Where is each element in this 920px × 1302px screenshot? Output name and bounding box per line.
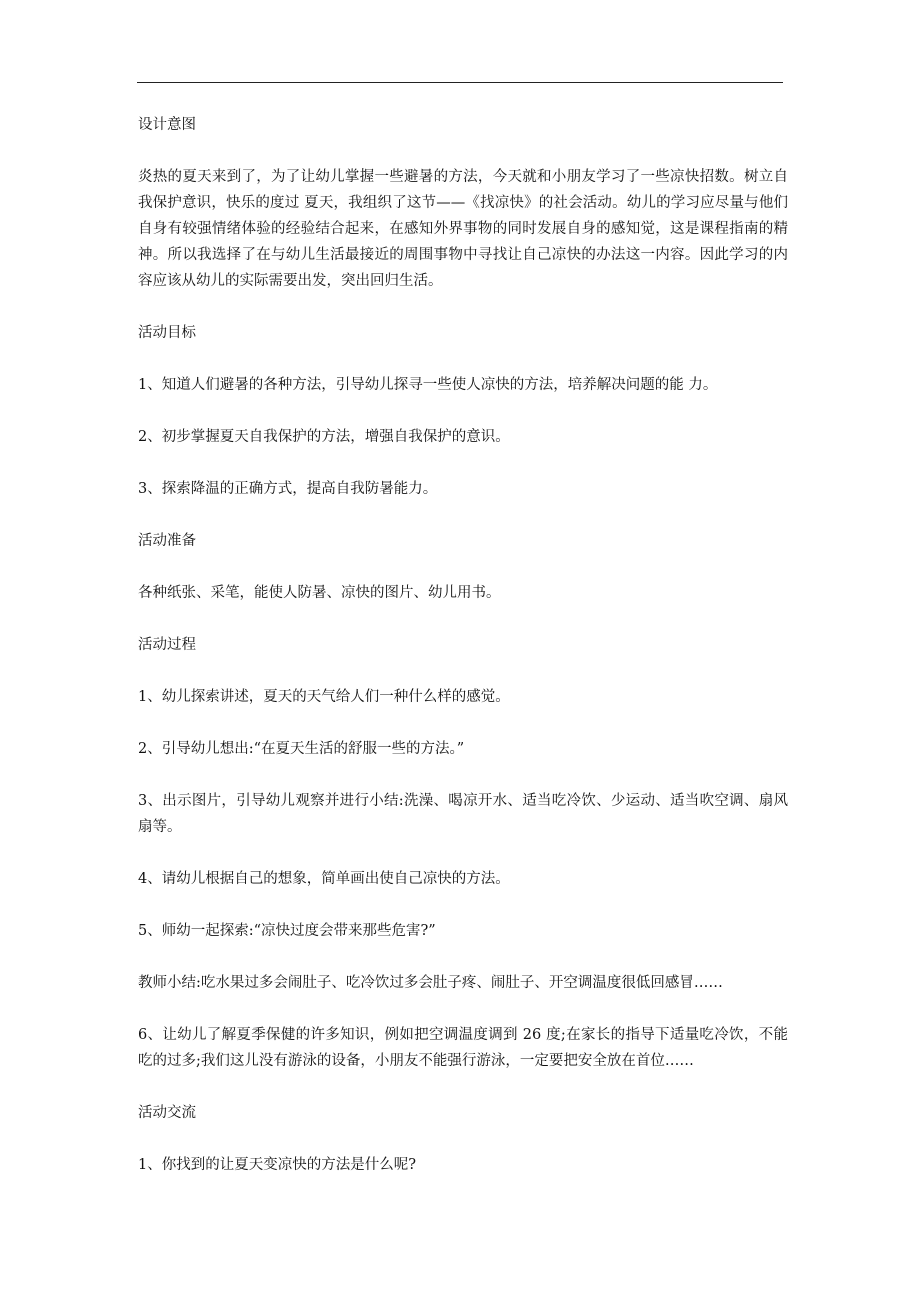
- header-rule: [137, 82, 783, 83]
- process-item-3: 3、出示图片，引导幼儿观察并进行小结:洗澡、喝凉开水、适当吃冷饮、少运动、适当吹空调、扇风扇等。: [138, 793, 788, 835]
- section-heading-exchange: 活动交流: [138, 1105, 196, 1121]
- process-item-6: 6、让幼儿了解夏季保健的许多知识，例如把空调温度调到 26 度;在家长的指导下适量吃冷饮，不能吃的过多;我们这儿没有游泳的设备，小朋友不能强行游泳，一定要把安全放在首位……: [138, 1027, 788, 1069]
- teacher-summary: 教师小结:吃水果过多会闹肚子、吃冷饮过多会肚子疼、闹肚子、开空调温度很低回感冒……: [138, 975, 723, 991]
- section-heading-goals: 活动目标: [138, 325, 196, 341]
- section-heading-design-intent: 设计意图: [138, 117, 196, 133]
- section-heading-process: 活动过程: [138, 637, 196, 653]
- paragraph-preparation: 各种纸张、采笔，能使人防暑、凉快的图片、幼儿用书。: [138, 585, 501, 601]
- goal-item-2: 2、初步掌握夏天自我保护的方法，增强自我保护的意识。: [138, 429, 510, 445]
- exchange-item-1: 1、你找到的让夏天变凉快的方法是什么呢?: [138, 1157, 416, 1173]
- process-item-5: 5、师幼一起探索:“凉快过度会带来那些危害?”: [138, 923, 436, 939]
- goal-item-1: 1、知道人们避暑的各种方法，引导幼儿探寻一些使人凉快的方法，培养解决问题的能 力。: [138, 377, 718, 393]
- section-heading-preparation: 活动准备: [138, 533, 196, 549]
- paragraph-design-intent: 炎热的夏天来到了，为了让幼儿掌握一些避暑的方法，今天就和小朋友学习了一些凉快招数。树立自我保护意识，快乐的度过 夏天，我组织了这节——《找凉快》的社会活动。幼儿的学习应尽量与他们自身有较强情绪体验的经验结合起来，在感知外界事物的同时发展自身的感知觉，这是课程指南的精神。所以我选择了在与幼儿生活最接近的周围事物中寻找让自己凉快的办法这一内容。因此学习的内容应该从幼儿的实际需要出发，突出回归生活。: [138, 169, 788, 289]
- document-body: [138, 112, 788, 1204]
- process-item-4: 4、请幼儿根据自己的想象，简单画出使自己凉快的方法。: [138, 871, 510, 887]
- process-item-2: 2、引导幼儿想出:“在夏天生活的舒服一些的方法。”: [138, 741, 465, 757]
- goal-item-3: 3、探索降温的正确方式，提高自我防暑能力。: [138, 481, 438, 497]
- process-item-1: 1、幼儿探索讲述，夏天的天气给人们一种什么样的感觉。: [138, 689, 510, 705]
